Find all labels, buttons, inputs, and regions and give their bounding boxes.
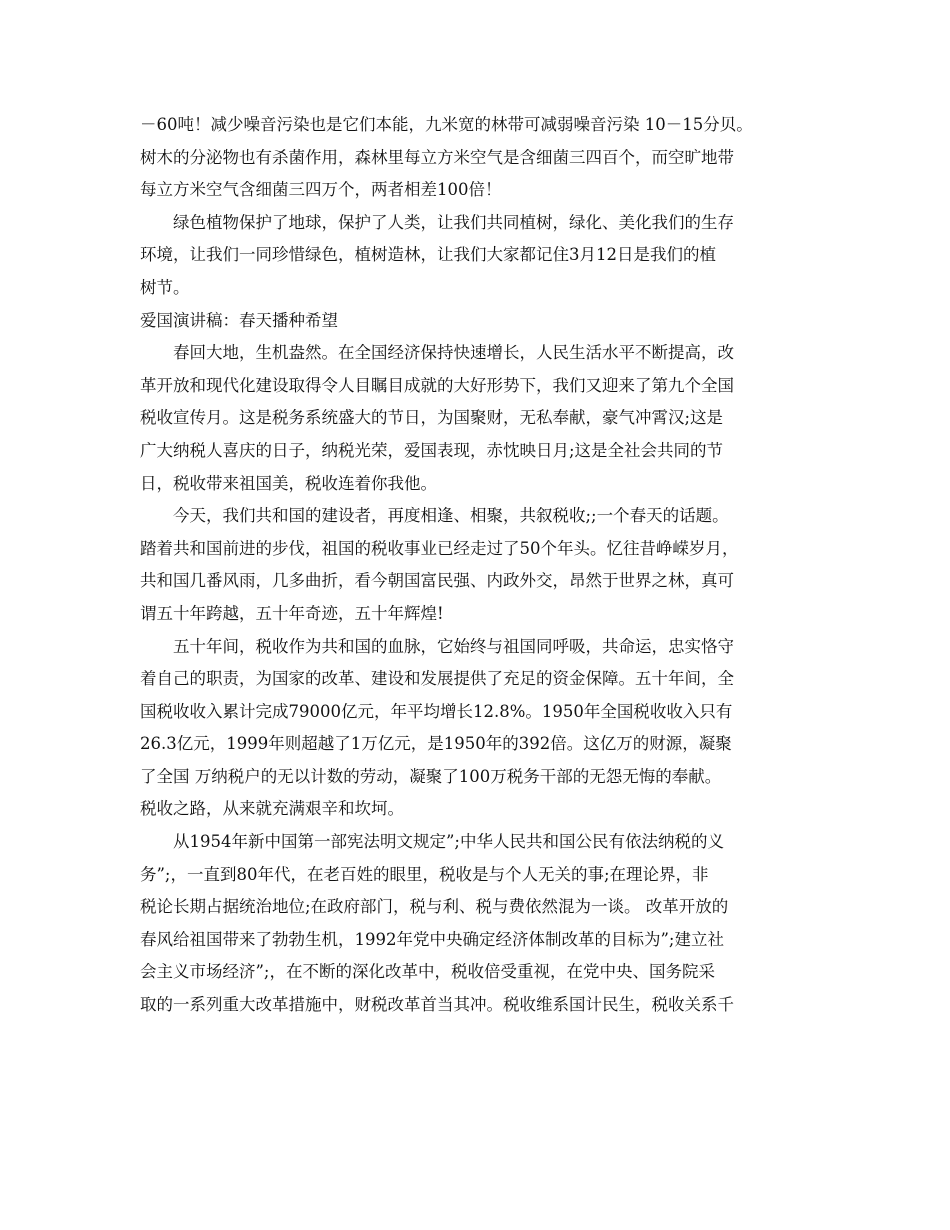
text-line: 了全国 万纳税户的无以计数的劳动，凝聚了100万税务干部的无怨无悔的奉献。 bbox=[140, 766, 722, 786]
text-line: 爱国演讲稿：春天播种希望 bbox=[140, 310, 338, 330]
text-line: 树木的分泌物也有杀菌作用，森林里每立方米空气是含细菌三四百个，而空旷地带 bbox=[140, 147, 734, 167]
text-line: 踏着共和国前进的步伐，祖国的税收事业已经走过了50个年头。忆往昔峥嵘岁月， bbox=[140, 538, 739, 558]
text-line: 着自己的职责，为国家的改革、建设和发展提供了充足的资金保障。五十年间，全 bbox=[140, 669, 734, 689]
text-line: 广大纳税人喜庆的日子，纳税光荣，爱国表现，赤忱映日月;这是全社会共同的节 bbox=[140, 440, 724, 460]
document-body bbox=[140, 109, 808, 1022]
text-line: 会主义市场经济”;，在不断的深化改革中，税收倍受重视，在党中央、国务院采 bbox=[140, 962, 715, 982]
text-line: 税论长期占据统治地位;在政府部门，税与利、税与费依然混为一谈。 改革开放的 bbox=[140, 897, 729, 917]
text-line: 税收宣传月。这是税务系统盛大的节日，为国聚财，无私奉献，豪气冲霄汉;这是 bbox=[140, 408, 724, 428]
paragraph-first-line: 从1954年新中国第一部宪法明文规定”;中华人民共和国公民有依法纳税的义 bbox=[173, 832, 724, 852]
text-line: 环境，让我们一同珍惜绿色，植树造林，让我们大家都记住3月12日是我们的植 bbox=[140, 245, 716, 265]
text-line: 26.3亿元，1999年则超越了1万亿元，是1950年的392倍。这亿万的财源，凝聚 bbox=[140, 734, 732, 754]
text-line: 国税收收入累计完成79000亿元，年平均增长12.8%。1950年全国税收收入只有 bbox=[140, 701, 733, 721]
paragraph-first-line: 今天，我们共和国的建设者，再度相逢、相聚，共叙税收;;一个春天的话题。 bbox=[173, 506, 729, 526]
text-line: －60吨！减少噪音污染也是它们本能，九米宽的林带可减弱噪音污染 10－15分贝。 bbox=[140, 115, 753, 134]
text-line: 共和国几番风雨，几多曲折，看今朝国富民强、内政外交，昂然于世界之林，真可 bbox=[140, 571, 734, 591]
paragraph-first-line: 五十年间，税收作为共和国的血脉，它始终与祖国同呼吸，共命运，忠实恪守 bbox=[173, 636, 734, 656]
text-line: 树节。 bbox=[140, 277, 190, 297]
text-line: 税收之路，从来就充满艰辛和坎坷。 bbox=[140, 799, 404, 819]
text-line: 谓五十年跨越，五十年奇迹，五十年辉煌! bbox=[140, 603, 444, 623]
text-line: 春风给祖国带来了勃勃生机，1992年党中央确定经济体制改革的目标为”;建立社 bbox=[140, 929, 724, 949]
text-line: 每立方米空气含细菌三四万个，两者相差100倍！ bbox=[140, 180, 502, 200]
paragraph-first-line: 春回大地，生机盎然。在全国经济保持快速增长，人民生活水平不断提高，改 bbox=[173, 343, 734, 363]
paragraph-first-line: 绿色植物保护了地球，保护了人类，让我们共同植树，绿化、美化我们的生存 bbox=[173, 212, 734, 232]
text-line: 革开放和现代化建设取得令人目瞩目成就的大好形势下，我们又迎来了第九个全国 bbox=[140, 375, 734, 395]
text-line: 取的一系列重大改革措施中，财税改革首当其冲。税收维系国计民生，税收关系千 bbox=[140, 995, 734, 1015]
text-line: 日，税收带来祖国美，税收连着你我他。 bbox=[140, 473, 437, 493]
text-line: 务”;，一直到80年代，在老百姓的眼里，税收是与个人无关的事;在理论界，非 bbox=[140, 864, 709, 884]
